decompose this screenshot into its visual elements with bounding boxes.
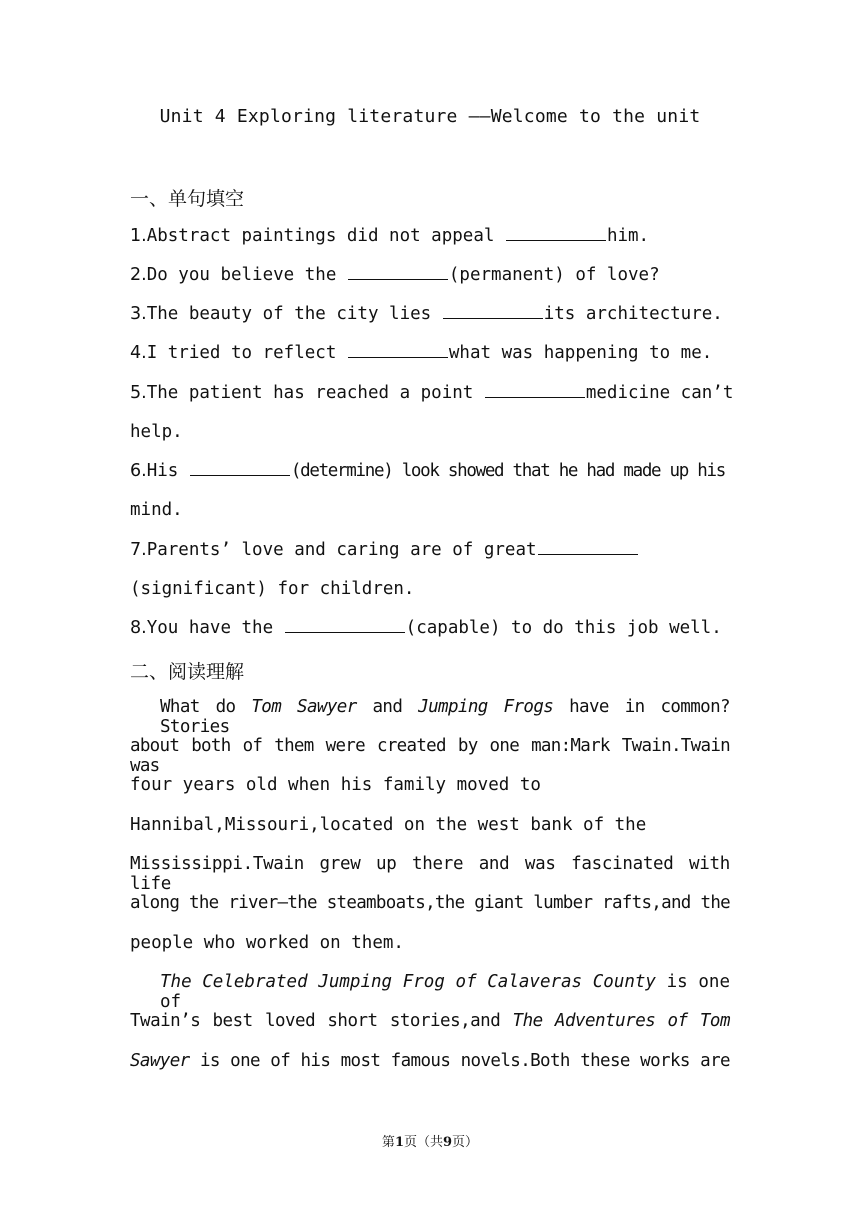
question-6-continued: mind. <box>130 500 183 520</box>
question-6: 6.His (determine) look showed that he had made up his <box>130 461 725 481</box>
question-4: 4.I tried to reflect what was happening to me. <box>130 343 713 363</box>
page-footer: 第1页（共9页） <box>381 1135 479 1150</box>
paragraph-1-line-6: along the river—the steamboats,the giant lumber rafts,and the <box>130 893 730 913</box>
answer-blank[interactable] <box>538 553 638 555</box>
question-5: 5.The patient has reached a point medicine can’t <box>130 383 734 403</box>
paragraph-2-line-3: Sawyer is one of his most famous novels.Both these works are <box>130 1051 730 1071</box>
question-7: 7.Parents’ love and caring are of great <box>130 540 639 560</box>
question-2: 2.Do you believe the (permanent) of love? <box>130 265 660 285</box>
paragraph-2-line-1: The Celebrated Jumping Frog of Calaveras County is one of <box>160 972 730 1012</box>
question-8: 8.You have the (capable) to do this job well. <box>130 618 722 638</box>
paragraph-1-line-3: four years old when his family moved to <box>130 775 541 795</box>
answer-blank[interactable] <box>443 317 543 319</box>
question-1: 1.Abstract paintings did not appeal him. <box>130 226 650 246</box>
section-heading-reading: 二、阅读理解 <box>130 661 245 683</box>
paragraph-1-line-4: Hannibal,Missouri,located on the west bank of the <box>130 815 647 835</box>
answer-blank[interactable] <box>485 396 585 398</box>
answer-blank[interactable] <box>285 631 405 633</box>
paragraph-1-line-2: about both of them were created by one man:Mark Twain.Twain was <box>130 736 730 776</box>
paragraph-2-line-2: Twain’s best loved short stories,and The Adventures of Tom <box>130 1011 730 1031</box>
paragraph-1-line-5: Mississippi.Twain grew up there and was fascinated with life <box>130 854 730 894</box>
answer-blank[interactable] <box>348 278 448 280</box>
question-7-continued: (significant) for children. <box>130 579 415 599</box>
answer-blank[interactable] <box>348 356 448 358</box>
paragraph-1-line-1: What do Tom Sawyer and Jumping Frogs have in common?Stories <box>160 697 730 737</box>
question-5-continued: help. <box>130 422 183 442</box>
paragraph-1-line-7: people who worked on them. <box>130 933 404 953</box>
section-heading-fill-in: 一、单句填空 <box>130 188 245 210</box>
answer-blank[interactable] <box>190 474 290 476</box>
answer-blank[interactable] <box>506 239 606 241</box>
question-3: 3.The beauty of the city lies its architecture. <box>130 304 723 324</box>
page-title: Unit 4 Exploring literature ——Welcome to the unit <box>159 106 701 127</box>
